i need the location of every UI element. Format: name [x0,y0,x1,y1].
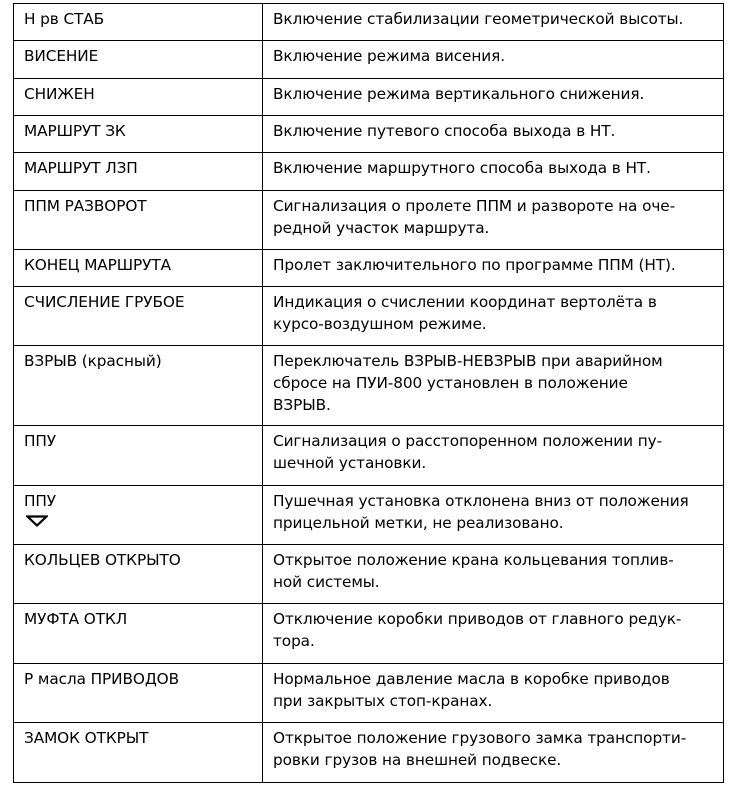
signal-desc-line: Включение стабилизации геометрической высоты. [273,10,684,28]
signal-desc-line: Открытое положение крана кольцевания топлив- [273,551,674,569]
signal-desc-line: при закрытых стоп-кранах. [273,692,493,710]
signals-table [13,3,724,783]
signal-name-cell [14,723,263,783]
signal-desc-line: Переключатель ВЗРЫВ-НЕВЗРЫВ при аварийном [273,352,663,370]
signal-desc-line: редной участок маршрута. [273,219,490,237]
signal-name-cell [14,287,263,346]
signal-desc-line: ВЗРЫВ. [273,396,331,414]
signal-name: КОЛЬЦЕВ ОТКРЫТО [24,551,181,569]
signal-name-cell [14,191,263,250]
signal-name: СЧИСЛЕНИЕ ГРУБОЕ [24,293,185,311]
signal-desc-line: Сигнализация о пролете ППМ и развороте на оче- [273,197,676,215]
table-row [14,4,724,41]
signal-name-cell [14,250,263,287]
table-row [14,79,724,116]
signal-name-cell [14,79,263,116]
signal-desc-cell [263,250,724,287]
signal-desc-cell [263,664,724,723]
signal-desc-line: прицельной метки, не реализовано. [273,514,564,532]
signal-desc-cell [263,153,724,191]
signal-name: ППМ РАЗВОРОТ [24,197,147,215]
signal-desc-line: Сигнализация о расстопоренном положении пу- [273,432,663,450]
signal-desc-line: Отключение коробки приводов от главного редук- [273,610,682,628]
signal-name: МУФТА ОТКЛ [24,610,128,628]
signal-desc-line: ной системы. [273,573,380,591]
table-row [14,426,724,486]
signal-desc-cell [263,346,724,426]
signal-desc-cell [263,723,724,783]
signal-desc-line: курсо-воздушном режиме. [273,315,487,333]
signal-name: СНИЖЕН [24,85,95,103]
signal-desc-line: Индикация о счислении координат вертолёта в [273,293,657,311]
signal-desc-cell [263,545,724,604]
table-row [14,116,724,153]
signal-desc-cell [263,79,724,116]
signal-name-cell [14,346,263,426]
signal-name-cell [14,486,263,545]
signal-name: ППУ [24,432,57,450]
table-row [14,191,724,250]
signal-name: МАРШРУТ ЗК [24,122,126,140]
signal-name: ППУ [24,492,57,510]
signal-desc-cell [263,426,724,486]
table-row [14,287,724,346]
signal-name-cell [14,116,263,153]
signal-desc-line: Включение путевого способа выхода в НТ. [273,122,616,140]
signal-name: Н рв СТАБ [24,10,105,28]
signal-desc-cell [263,4,724,41]
table-row [14,153,724,191]
table-row [14,486,724,545]
signal-name-cell [14,604,263,664]
signal-desc-cell [263,116,724,153]
signal-desc-line: сбросе на ПУИ-800 установлен в положение [273,374,628,392]
signal-desc-line: тора. [273,632,315,650]
signal-desc-line: Включение маршрутного способа выхода в НТ. [273,159,651,177]
table-row [14,250,724,287]
table-row [14,41,724,79]
signal-name-cell [14,4,263,41]
signal-name: КОНЕЦ МАРШРУТА [24,256,172,274]
signal-desc-line: Нормальное давление масла в коробке приводов [273,670,670,688]
signal-name: МАРШРУТ ЛЗП [24,159,138,177]
signal-desc-line: ровки грузов на внешней подвеске. [273,751,562,769]
signal-desc-line: Включение режима вертикального снижения. [273,85,645,103]
triangle-down-icon [26,515,48,527]
table-row [14,723,724,783]
signal-name-cell [14,153,263,191]
signal-name-cell [14,426,263,486]
signal-desc-line: Открытое положение грузового замка транспорти- [273,729,687,747]
signal-name-cell [14,545,263,604]
table-row [14,664,724,723]
signal-name: Р масла ПРИВОДОВ [24,670,180,688]
signal-name-cell [14,664,263,723]
signal-desc-cell [263,604,724,664]
signal-desc-cell [263,191,724,250]
signal-name: ВЗРЫВ (красный) [24,352,162,370]
signal-desc-line: шечной установки. [273,454,427,472]
signal-name-cell [14,41,263,79]
signal-desc-cell [263,287,724,346]
table-row [14,545,724,604]
signal-desc-cell [263,486,724,545]
signal-desc-cell [263,41,724,79]
signal-name: ВИСЕНИЕ [24,47,99,65]
signal-desc-line: Пушечная установка отклонена вниз от положения [273,492,689,510]
table-row [14,604,724,664]
table-row [14,346,724,426]
signal-name: ЗАМОК ОТКРЫТ [24,729,149,747]
signal-desc-line: Пролет заключительного по программе ППМ (НТ). [273,256,676,274]
signal-desc-line: Включение режима висения. [273,47,505,65]
